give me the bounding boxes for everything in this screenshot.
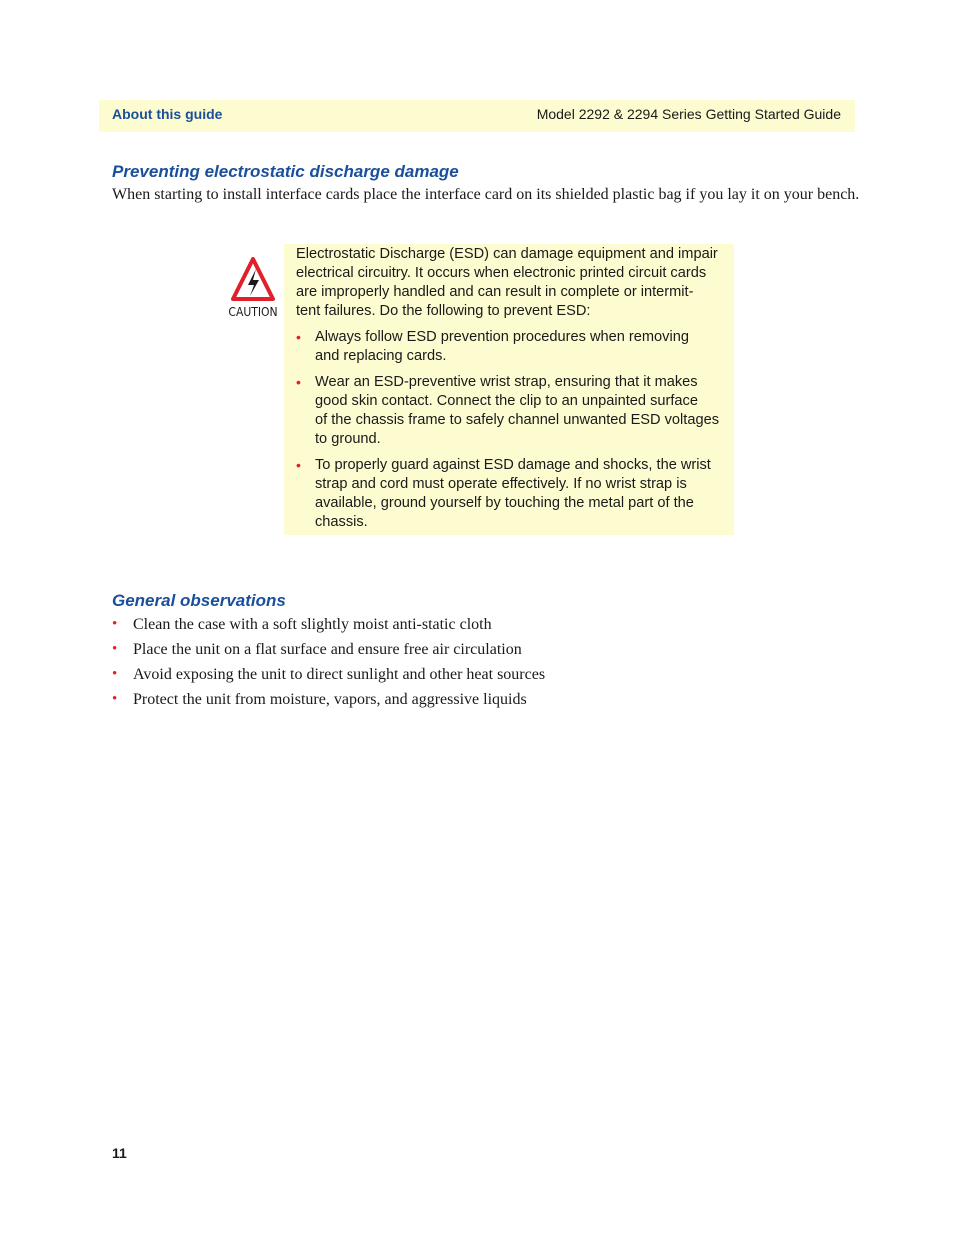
bullet-icon: • (112, 641, 118, 657)
bullet-icon: • (296, 457, 301, 473)
bullet-icon: • (112, 616, 118, 632)
caution-note-box (284, 244, 734, 535)
observations-section-heading: General observations (112, 591, 286, 610)
header-guide-title: Model 2292 & 2294 Series Getting Started Guide (536, 106, 841, 122)
esd-section-heading: Preventing electrostatic discharge damage (112, 162, 459, 181)
caution-bullet-list (296, 328, 727, 532)
list-item: • Protect the unit from moisture, vapors, and aggressive liquids (112, 687, 545, 712)
caution-intro-text: Electrostatic Discharge (ESD) can damage equipment and impair electrical circuitry. It occurs when electronic printed circuit cards are improperly handled and can result in complete or intermit- tent failures. Do the following to prevent ESD: (296, 246, 718, 319)
esd-intro-paragraph: When starting to install interface cards place the interface card on its shielded plastic bag if you lay it on your bench. (112, 186, 860, 203)
list-item: • Place the unit on a flat surface and ensure free air circulation (112, 637, 545, 662)
caution-list-item: • Wear an ESD-preventive wrist strap, ensuring that it makes good skin contact. Connect the clip to an unpainted surface of the chassis frame to safely channel unwanted ESD voltages to ground. (296, 374, 719, 447)
observations-list (112, 612, 545, 712)
bullet-icon: • (296, 374, 301, 390)
page-header (99, 100, 855, 132)
page-number: 11 (112, 1145, 127, 1161)
bullet-icon: • (296, 329, 301, 345)
list-item: • Clean the case with a soft slightly moist anti-static cloth (112, 612, 545, 637)
bullet-icon: • (112, 691, 118, 707)
list-item: • Avoid exposing the unit to direct sunlight and other heat sources (112, 662, 545, 687)
caution-list-item: • To properly guard against ESD damage and shocks, the wrist strap and cord must operate effectively. If no wrist strap is available, ground yourself by touching the metal part of the chassis. (296, 457, 711, 530)
bullet-icon: • (112, 666, 118, 682)
caution-lightning-triangle-icon (228, 256, 278, 320)
caution-icon-label: CAUTION (228, 305, 278, 319)
caution-list-item: • Always follow ESD prevention procedures when removing and replacing cards. (296, 329, 689, 364)
header-section-label: About this guide (112, 106, 223, 122)
